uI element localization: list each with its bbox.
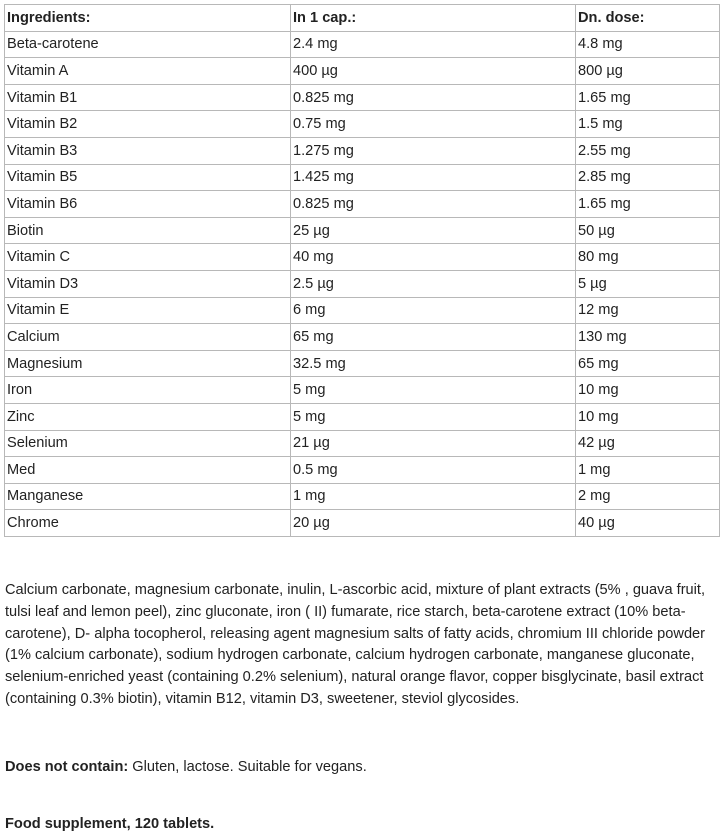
per-capsule-amount: 1 mg <box>291 483 576 510</box>
header-per-capsule: In 1 cap.: <box>291 5 576 32</box>
ingredient-name: Biotin <box>5 217 291 244</box>
header-ingredients: Ingredients: <box>5 5 291 32</box>
ingredient-name: Vitamin E <box>5 297 291 324</box>
ingredient-name: Manganese <box>5 483 291 510</box>
ingredients-table-body <box>5 31 720 536</box>
daily-dose-amount: 130 mg <box>576 324 720 351</box>
table-row <box>5 483 720 510</box>
ingredient-name: Calcium <box>5 324 291 351</box>
per-capsule-amount: 25 µg <box>291 217 576 244</box>
ingredient-name: Vitamin C <box>5 244 291 271</box>
header-daily-dose: Dn. dose: <box>576 5 720 32</box>
per-capsule-amount: 5 mg <box>291 403 576 430</box>
table-row <box>5 244 720 271</box>
ingredient-name: Vitamin B5 <box>5 164 291 191</box>
ingredient-name: Vitamin D3 <box>5 270 291 297</box>
allergen-label: Does not contain: <box>5 759 129 775</box>
table-row <box>5 270 720 297</box>
ingredient-name: Vitamin B6 <box>5 191 291 218</box>
daily-dose-amount: 65 mg <box>576 350 720 377</box>
daily-dose-amount: 800 µg <box>576 58 720 85</box>
table-row <box>5 217 720 244</box>
table-row <box>5 324 720 351</box>
per-capsule-amount: 65 mg <box>291 324 576 351</box>
daily-dose-amount: 40 µg <box>576 510 720 537</box>
per-capsule-amount: 1.425 mg <box>291 164 576 191</box>
daily-dose-amount: 1.65 mg <box>576 191 720 218</box>
table-header-row <box>5 5 720 32</box>
ingredient-name: Med <box>5 457 291 484</box>
table-row <box>5 58 720 85</box>
daily-dose-amount: 42 µg <box>576 430 720 457</box>
table-row <box>5 457 720 484</box>
per-capsule-amount: 1.275 mg <box>291 137 576 164</box>
per-capsule-amount: 0.75 mg <box>291 111 576 138</box>
table-row <box>5 403 720 430</box>
per-capsule-amount: 5 mg <box>291 377 576 404</box>
daily-dose-amount: 80 mg <box>576 244 720 271</box>
table-row <box>5 164 720 191</box>
table-row <box>5 297 720 324</box>
table-row <box>5 510 720 537</box>
ingredient-name: Vitamin A <box>5 58 291 85</box>
table-row <box>5 377 720 404</box>
daily-dose-amount: 1.5 mg <box>576 111 720 138</box>
per-capsule-amount: 32.5 mg <box>291 350 576 377</box>
daily-dose-amount: 4.8 mg <box>576 31 720 58</box>
per-capsule-amount: 21 µg <box>291 430 576 457</box>
per-capsule-amount: 0.825 mg <box>291 84 576 111</box>
daily-dose-amount: 12 mg <box>576 297 720 324</box>
per-capsule-amount: 0.5 mg <box>291 457 576 484</box>
table-row <box>5 84 720 111</box>
per-capsule-amount: 20 µg <box>291 510 576 537</box>
daily-dose-amount: 1 mg <box>576 457 720 484</box>
ingredient-name: Vitamin B2 <box>5 111 291 138</box>
ingredient-name: Iron <box>5 377 291 404</box>
composition-text: Calcium carbonate, magnesium carbonate, inulin, L-ascorbic acid, mixture of plant extracts (5% , guava fruit, tulsi leaf and lemon peel), zinc gluconate, iron ( II) fumarate, rice starch, beta-carotene extract (10% beta-carotene), D- alpha tocopherol, releasing agent magnesium salts of fatty acids, chromium III chloride powder (1% calcium carbonate), sodium hydrogen carbonate, calcium hydrogen carbonate, manganese gluconate, selenium-enriched yeast (containing 0.2% selenium), natural orange flavor, copper bisglycinate, basil extract (containing 0.3% biotin), vitamin B12, vitamin D3, sweetener, steviol glycosides. <box>5 582 706 707</box>
ingredients-table <box>4 4 720 537</box>
daily-dose-amount: 10 mg <box>576 377 720 404</box>
table-row <box>5 137 720 164</box>
table-row <box>5 191 720 218</box>
table-row <box>5 31 720 58</box>
daily-dose-amount: 2 mg <box>576 483 720 510</box>
allergen-note <box>5 757 719 779</box>
ingredient-name: Chrome <box>5 510 291 537</box>
table-row <box>5 111 720 138</box>
per-capsule-amount: 2.5 µg <box>291 270 576 297</box>
ingredient-name: Zinc <box>5 403 291 430</box>
per-capsule-amount: 2.4 mg <box>291 31 576 58</box>
ingredient-name: Selenium <box>5 430 291 457</box>
product-summary: Food supplement, 120 tablets. <box>5 816 215 832</box>
per-capsule-amount: 400 µg <box>291 58 576 85</box>
ingredient-name: Vitamin B3 <box>5 137 291 164</box>
daily-dose-amount: 10 mg <box>576 403 720 430</box>
ingredient-name: Vitamin B1 <box>5 84 291 111</box>
daily-dose-amount: 1.65 mg <box>576 84 720 111</box>
per-capsule-amount: 40 mg <box>291 244 576 271</box>
per-capsule-amount: 0.825 mg <box>291 191 576 218</box>
daily-dose-amount: 50 µg <box>576 217 720 244</box>
table-row <box>5 430 720 457</box>
allergen-text: Gluten, lactose. Suitable for vegans. <box>128 759 367 775</box>
daily-dose-amount: 5 µg <box>576 270 720 297</box>
table-row <box>5 350 720 377</box>
ingredient-name: Beta-carotene <box>5 31 291 58</box>
daily-dose-amount: 2.85 mg <box>576 164 720 191</box>
daily-dose-amount: 2.55 mg <box>576 137 720 164</box>
per-capsule-amount: 6 mg <box>291 297 576 324</box>
ingredient-name: Magnesium <box>5 350 291 377</box>
